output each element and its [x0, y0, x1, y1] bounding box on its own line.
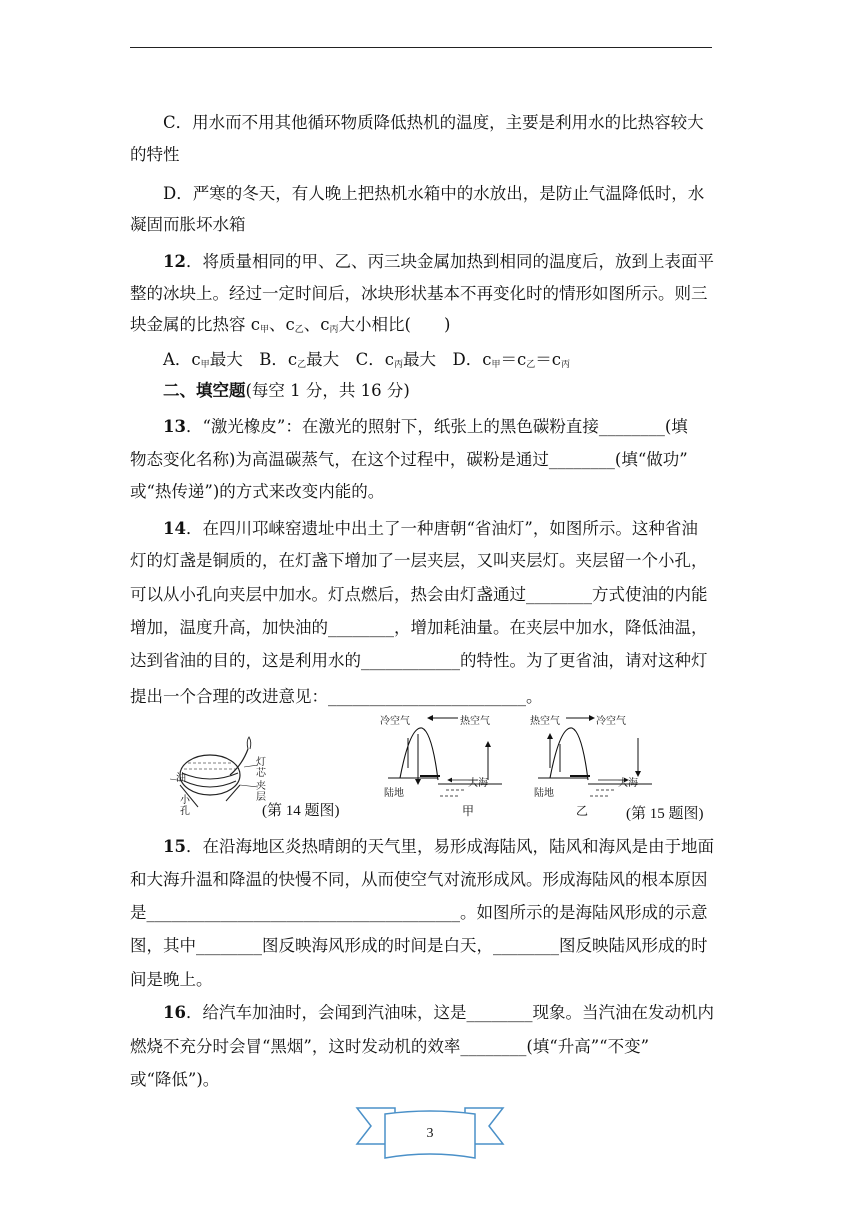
text: 最大 D．c: [402, 350, 492, 369]
question-15-line5: 间是晚上。: [130, 970, 213, 989]
label-land: 陆地: [384, 788, 404, 799]
page-number-ribbon: [355, 1104, 505, 1164]
sub-jia: 甲: [491, 360, 501, 370]
question-number: 15: [163, 837, 186, 856]
question-15-line4: 图，其中________图反映海风形成的时间是白天，________图反映陆风形成的时: [130, 936, 708, 955]
question-number: 16: [163, 1003, 186, 1022]
label-hole: 小孔: [180, 795, 190, 817]
label-sea: 大海: [468, 778, 488, 789]
text: 、c: [269, 315, 295, 334]
question-number: 13: [163, 417, 186, 436]
question-text: ．在四川邛崃窑遗址中出土了一种唐朝“省油灯”，如图所示。这种省油: [185, 519, 698, 538]
sub-yi: 乙: [526, 360, 536, 370]
option-c-line1: C．用水而不用其他循环物质降低热机的温度，主要是利用水的比热容较大: [163, 113, 704, 132]
figure-14-caption: (第 14 题图): [262, 803, 340, 819]
question-13-line3: 或“热传递”)的方式来改变内能的。: [130, 482, 385, 501]
question-12-line2: 整的冰块上。经过一定时间后，冰块形状基本不再变化时的情形如图所示。则三: [130, 284, 708, 303]
section-2-heading: [163, 375, 410, 407]
label-sea: 大海: [618, 778, 638, 789]
question-12-line1: [163, 246, 714, 278]
text: 最大 C．c: [306, 350, 394, 369]
question-14-line1: [163, 513, 698, 545]
figure-15-caption: (第 15 题图): [626, 806, 704, 822]
option-d-line1: D．严寒的冬天，有人晚上把热机水箱中的水放出，是防止气温降低时，水: [163, 184, 705, 203]
label-top-left: 热空气: [530, 716, 560, 727]
caption-jia: 甲: [462, 804, 475, 818]
figure-14: [170, 735, 370, 825]
sub-bing: 丙: [560, 360, 570, 370]
label-land: 陆地: [534, 788, 554, 799]
label-top-right: 热空气: [460, 716, 490, 727]
question-13-line1: [163, 411, 688, 443]
question-text: ．“激光橡皮”：在激光的照射下，纸张上的黑色碳粉直接________(填: [185, 417, 688, 436]
label-top-right: 冷空气: [596, 716, 626, 727]
option-c-line2: 的特性: [130, 145, 180, 164]
sub-bing: 丙: [329, 325, 339, 335]
question-15-line3: 是______________________________________。如图所示的是海陆风形成的示意: [130, 903, 708, 922]
question-15-line2: 和大海升温和降温的快慢不同，从而使空气对流形成风。形成海陆风的根本原因: [130, 870, 708, 889]
option-d-line2: 凝固而胀坏水箱: [130, 215, 246, 234]
sub-jia: 甲: [200, 360, 210, 370]
label-top-left: 冷空气: [380, 716, 410, 727]
sub-yi: 乙: [294, 325, 304, 335]
text: ＝c: [500, 350, 527, 369]
question-14-line2: 灯的灯盏是铜质的，在灯盏下增加了一层夹层，又叫夹层灯。夹层留一个小孔，: [130, 551, 708, 570]
figure-15-jia: [380, 708, 510, 820]
question-12-line3: [130, 309, 450, 347]
text: ＝c: [535, 350, 561, 369]
question-14-line6: 提出一个合理的改进意见：________________________。: [130, 687, 543, 706]
sub-bing: 丙: [393, 360, 403, 370]
page-number: 3: [426, 1126, 434, 1141]
question-16-line1: [163, 997, 714, 1029]
header-rule: [130, 47, 712, 48]
question-13-line2: 物态变化名称)为高温碳蒸气，在这个过程中，碳粉是通过________(填“做功”: [130, 450, 688, 469]
sub-yi: 乙: [297, 360, 307, 370]
question-number: 12: [163, 252, 186, 271]
text: 、c: [303, 315, 330, 334]
label-oil: 油: [176, 773, 186, 784]
caption-yi: 乙: [576, 804, 589, 818]
text: 最大 B．c: [209, 350, 298, 369]
question-text: ．给汽车加油时，会闻到汽油味，这是________现象。当汽油在发动机内: [185, 1003, 714, 1022]
question-15-line1: [163, 831, 714, 863]
label-wick: 灯芯: [256, 757, 266, 779]
question-14-line5: 达到省油的目的，这是利用水的____________的特性。为了更省油，请对这种灯: [130, 651, 708, 670]
text: A．c: [163, 350, 201, 369]
question-text: ．将质量相同的甲、乙、丙三块金属加热到相同的温度后，放到上表面平: [185, 252, 714, 271]
sub-jia: 甲: [260, 325, 270, 335]
question-14-line3: 可以从小孔向夹层中加水。灯点燃后，热会由灯盏通过________方式使油的内能: [130, 585, 708, 604]
question-text: ．在沿海地区炎热晴朗的天气里，易形成海陆风，陆风和海风是由于地面: [185, 837, 714, 856]
question-16-line2: 燃烧不充分时会冒“黑烟”，这时发动机的效率________(填“升高”“不变”: [130, 1037, 650, 1056]
section-note: (每空 1 分，共 16 分): [245, 381, 410, 400]
text: 块金属的比热容 c: [130, 315, 260, 334]
section-title: 二、填空题: [163, 381, 246, 400]
question-16-line3: 或“降低”)。: [130, 1070, 220, 1089]
label-layer: 夹层: [256, 781, 266, 803]
question-14-line4: 增加，温度升高，加快油的________，增加耗油量。在夹层中加水，降低油温，: [130, 618, 708, 637]
question-number: 14: [163, 519, 186, 538]
text: 大小相比( ): [338, 315, 451, 334]
